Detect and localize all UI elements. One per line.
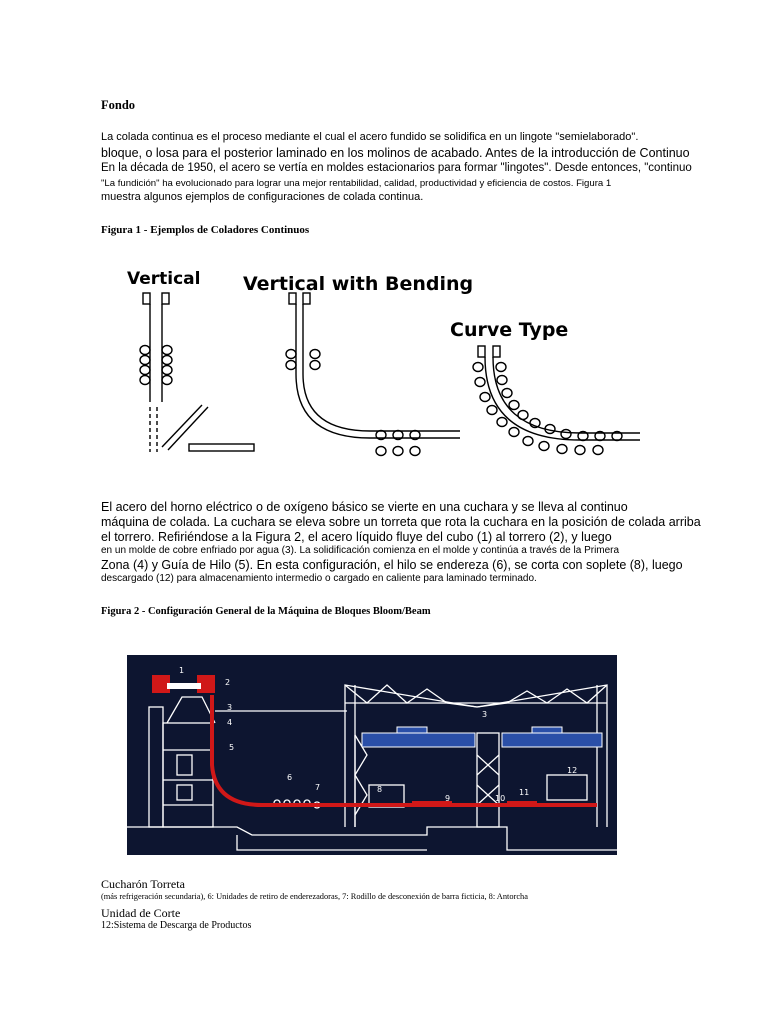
fig2-number-2: 2 (225, 678, 231, 687)
section-title: Fondo (101, 98, 136, 112)
intro-line-2: bloque, o losa para el posterior laminado en los molinos de acabado. Antes de la introducción de Continuo (101, 146, 690, 160)
fig2-number-10: 10 (495, 794, 506, 803)
body-line-6: descargado (12) para almacenamiento intermedio o cargado en caliente para laminado terminado. (101, 573, 537, 584)
body-line-1: El acero del horno eléctrico o de oxígeno básico se vierte en una cuchara y se lleva al continuo (101, 500, 628, 514)
caption-line-3: Unidad de Corte (101, 906, 181, 920)
fig2-number-3: 3 (227, 703, 233, 712)
body-line-3: el torrero. Refiriéndose a la Figura 2, el acero líquido fluye del cubo (1) al torrero (2), y luego (101, 530, 612, 544)
body-line-5: Zona (4) y Guía de Hilo (5). En esta configuración, el hilo se endereza (6), se corta con soplete (8), luego (101, 558, 683, 572)
figure-1-diagram (110, 262, 660, 462)
intro-line-5: muestra algunos ejemplos de configuraciones de colada continua. (101, 191, 424, 203)
intro-line-3: En la década de 1950, el acero se vertía en moldes estacionarios para formar "lingotes". Desde entonces, "continuo (101, 162, 692, 174)
fig2-number-11: 11 (519, 788, 530, 797)
caption-line-2: (más refrigeración secundaria), 6: Unidades de retiro de enderezadoras, 7: Rodillo de desconexión de barra ficticia, 8: Antorcha (101, 892, 528, 901)
caption-line-1: Cucharón Torreta (101, 877, 185, 891)
intro-line-4: "La fundición" ha evolucionado para lograr una mejor rentabilidad, calidad, productividad y eficiencia de costos. Figura 1 (101, 178, 612, 189)
body-line-2: máquina de colada. La cuchara se eleva sobre un torreta que rota la cuchara en la posición de colada arriba (101, 515, 701, 529)
fig2-number-6: 6 (287, 773, 293, 782)
fig2-number-9: 9 (445, 794, 451, 803)
label-curve-type: Curve Type (450, 319, 569, 341)
body-line-4: en un molde de cobre enfriado por agua (3). La solidificación comienza en el molde y continúa a través de la Primera (101, 545, 620, 556)
fig2-number-7: 7 (315, 783, 321, 792)
caption-line-4: 12:Sistema de Descarga de Productos (101, 920, 252, 931)
figure-2-title: Figura 2 - Configuración General de la Máquina de Bloques Bloom/Beam (101, 606, 431, 617)
label-vertical: Vertical (127, 269, 201, 289)
fig2-number-3b: 3 (482, 710, 488, 719)
fig2-number-4: 4 (227, 718, 233, 727)
figure-2-diagram (127, 655, 617, 855)
fig2-number-1: 1 (179, 666, 185, 675)
fig2-number-5: 5 (229, 743, 235, 752)
fig2-number-12: 12 (567, 766, 578, 775)
fig2-number-8: 8 (377, 785, 383, 794)
figure-1-title: Figura 1 - Ejemplos de Coladores Continuos (101, 224, 310, 236)
label-vertical-with-bending: Vertical with Bending (243, 273, 474, 295)
intro-line-1: La colada continua es el proceso mediante el cual el acero fundido se solidifica en un lingote "semielaborado". (101, 131, 639, 143)
